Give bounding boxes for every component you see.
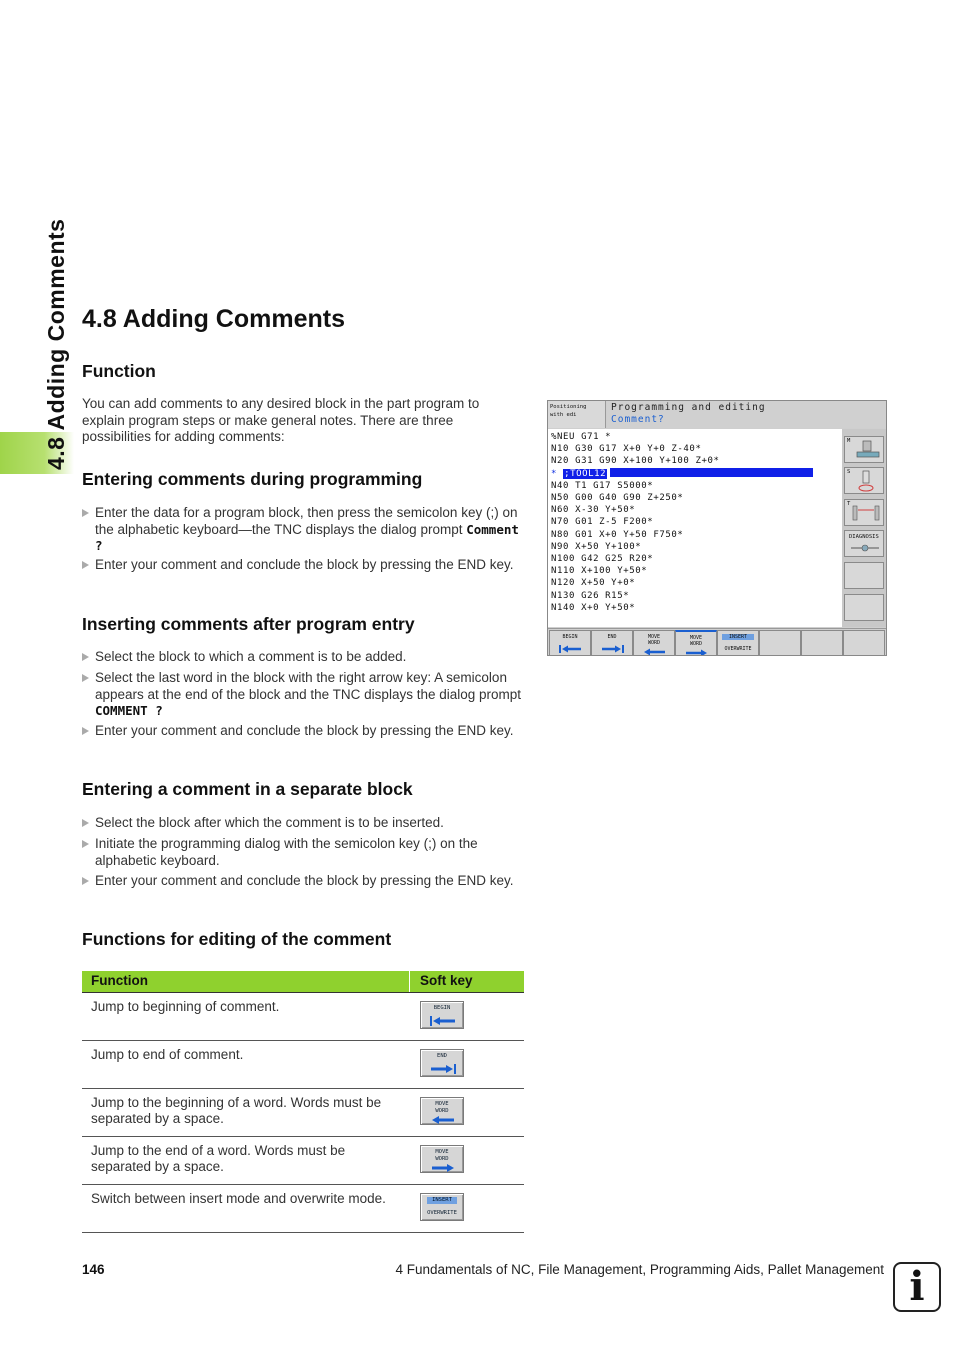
- spindle-icon: [845, 437, 885, 464]
- softkey-label-line2: OVERWRITE: [427, 1210, 457, 1216]
- bullet-arrow-icon: [82, 819, 89, 827]
- function-description: Switch between insert mode and overwrite mode.: [91, 1191, 386, 1206]
- softkey-label: INSERT: [427, 1197, 457, 1204]
- list-item: [82, 557, 522, 574]
- program-line: N10 G30 G17 X+0 Y+0 Z-40*: [551, 444, 702, 455]
- t-softkey: [844, 499, 884, 526]
- softkey-label-line2: WORD: [647, 640, 661, 646]
- end-softkey: [420, 1049, 464, 1077]
- chapter-footer: 4 Fundamentals of NC, File Management, Programming Aids, Pallet Management: [395, 1262, 884, 1277]
- program-line: N110 X+100 Y+50*: [551, 566, 648, 577]
- table-row: [82, 1137, 524, 1185]
- insert-overwrite-softkey: [420, 1193, 464, 1221]
- move-word-left-softkey: [420, 1097, 464, 1125]
- s-softkey: [844, 467, 884, 494]
- softkey-label: END: [607, 634, 617, 640]
- softkey-label-line2: WORD: [435, 1108, 449, 1114]
- tnc-screen-screenshot: [547, 400, 887, 656]
- bullet-arrow-icon: [82, 877, 89, 885]
- program-line: N140 X+0 Y+50*: [551, 602, 636, 613]
- list-item: [82, 670, 522, 720]
- bullet-text: Initiate the programming dialog with the semicolon key (;) on the alphabetic keyboard.: [95, 836, 478, 868]
- cursor-highlight-bar: [610, 468, 813, 477]
- arrow-left-icon: [429, 1115, 457, 1125]
- bullet-arrow-icon: [82, 509, 89, 517]
- column-header-softkey: Soft key: [420, 973, 473, 988]
- m-softkey: [844, 436, 884, 463]
- softkey-label: T: [847, 501, 851, 507]
- bullet-arrow-icon: [82, 561, 89, 569]
- function-description: Jump to the end of a word. Words must be separated by a space.: [91, 1143, 346, 1174]
- program-line: N130 G26 R15*: [551, 590, 630, 601]
- list-item: [82, 723, 522, 740]
- list-item: [82, 873, 522, 890]
- table-row: [82, 1041, 524, 1089]
- arrow-right-icon: [429, 1163, 457, 1173]
- bullet-arrow-icon: [82, 727, 89, 735]
- tool-icon: [845, 500, 885, 527]
- section-function-text: You can add comments to any desired block in the part program to explain program steps or make general notes. There are three possibilities for adding comments:: [82, 396, 480, 444]
- insert-overwrite-softkey: [717, 630, 759, 656]
- bullet-arrow-icon: [82, 840, 89, 848]
- program-line-current: [551, 468, 843, 480]
- softkey-label: MOVE: [435, 1149, 449, 1155]
- diagnosis-softkey: [844, 530, 884, 557]
- arrow-right-bar-icon: [429, 1064, 457, 1074]
- bullet-text: Select the last word in the block with the right arrow key: A semicolon appears at the end of the block and the TNC displays the dialog prompt: [95, 670, 522, 702]
- mode-line-1: Positioning: [550, 404, 587, 410]
- section-editing-title: Functions for editing of the comment: [82, 929, 392, 949]
- dialog-prompt-code: COMMENT ?: [95, 703, 163, 718]
- empty-softkey: [843, 630, 885, 656]
- table-row: [82, 1185, 524, 1233]
- info-icon: i: [893, 1262, 941, 1312]
- section-after-title: Inserting comments after program entry: [82, 614, 415, 634]
- arrow-right-icon: [685, 649, 709, 656]
- spindle-speed-icon: [845, 468, 885, 495]
- vertical-softkey-column: [842, 429, 886, 627]
- softkey-label: MOVE: [435, 1101, 449, 1107]
- softkey-label: BEGIN: [433, 1005, 451, 1011]
- softkey-label: INSERT: [722, 634, 754, 640]
- page-number: 146: [82, 1262, 105, 1277]
- bullet-text: Enter the data for a program block, then press the semicolon key (;) on the alphabetic keyboard—the TNC displays the dialog prompt: [95, 505, 518, 537]
- begin-softkey: [420, 1001, 464, 1029]
- move-word-left-softkey: [633, 630, 675, 656]
- arrow-right-bar-icon: [601, 645, 625, 653]
- bullet-text: Select the block after which the comment is to be inserted.: [95, 815, 444, 830]
- table-row: [82, 993, 524, 1041]
- function-description: Jump to the beginning of a word. Words must be separated by a space.: [91, 1095, 382, 1126]
- program-line: N90 X+50 Y+100*: [551, 541, 642, 552]
- softkey-label-line2: OVERWRITE: [724, 646, 752, 652]
- bullet-arrow-icon: [82, 653, 89, 661]
- arrow-left-icon: [643, 648, 667, 656]
- section-separate-title: Entering a comment in a separate block: [82, 779, 413, 799]
- program-line: N100 G42 G25 R20*: [551, 554, 654, 565]
- screen-header: [607, 401, 886, 428]
- screen-title: Programming and editing: [611, 402, 766, 413]
- program-line: N60 X-30 Y+50*: [551, 505, 636, 516]
- function-description: Jump to end of comment.: [91, 1047, 244, 1062]
- softkey-label: END: [437, 1053, 447, 1059]
- softkey-label-line2: WORD: [435, 1156, 449, 1162]
- list-item: [82, 836, 522, 869]
- header-divider: [409, 971, 410, 992]
- program-line: N80 G01 X+0 Y+50 F750*: [551, 529, 684, 540]
- mode-line-2: with edi: [550, 412, 577, 418]
- empty-softkey: [759, 630, 801, 656]
- program-listing: [548, 429, 843, 627]
- list-item: [82, 815, 522, 832]
- table-header: [82, 971, 524, 993]
- comment-cursor-text: ;TOOL12: [564, 468, 607, 479]
- softkey-label: S: [847, 469, 851, 475]
- end-softkey: [591, 630, 633, 656]
- section-during-title: Entering comments during programming: [82, 469, 423, 489]
- move-word-right-softkey: [420, 1145, 464, 1173]
- softkey-function-table: [82, 971, 524, 1233]
- softkey-label: M: [847, 438, 851, 444]
- softkey-label: MOVE: [647, 634, 661, 640]
- softkey-label: DIAGNOSIS: [849, 534, 879, 540]
- empty-softkey: [801, 630, 843, 656]
- begin-softkey: [549, 630, 591, 656]
- chapter-tab-label: 4.8 Adding Comments: [43, 218, 69, 470]
- arrow-left-bar-icon: [559, 645, 583, 653]
- program-line: N70 G01 Z-5 F200*: [551, 517, 654, 528]
- list-item: [82, 649, 522, 666]
- function-description: Jump to beginning of comment.: [91, 999, 280, 1014]
- program-line: N20 G31 G90 X+100 Y+100 Z+0*: [551, 456, 720, 467]
- program-line: %NEU G71 *: [551, 432, 612, 442]
- page-title: 4.8 Adding Comments: [82, 305, 345, 333]
- list-item: [82, 505, 522, 555]
- bullet-text: Enter your comment and conclude the block by pressing the END key.: [95, 723, 514, 738]
- section-function-title: Function: [82, 361, 156, 381]
- empty-softkey: [844, 562, 884, 589]
- softkey-label: BEGIN: [562, 634, 578, 640]
- comment-marker: *: [551, 468, 558, 479]
- bullet-text: Enter your comment and conclude the block by pressing the END key.: [95, 873, 514, 888]
- program-line: N50 G00 G40 G90 Z+250*: [551, 493, 684, 504]
- softkey-label-line2: WORD: [689, 641, 703, 647]
- program-line: N40 T1 G17 S5000*: [551, 480, 654, 491]
- dialog-prompt-code: Comment ?: [95, 521, 519, 553]
- bullet-text: Select the block to which a comment is to be added.: [95, 649, 407, 664]
- bullet-arrow-icon: [82, 674, 89, 682]
- operating-mode-box: [548, 401, 606, 428]
- bullet-text: Enter your comment and conclude the block by pressing the END key.: [95, 557, 514, 572]
- program-line: N120 X+50 Y+0*: [551, 578, 636, 589]
- column-header-function: Function: [91, 973, 148, 988]
- softkey-label: MOVE: [689, 635, 703, 641]
- move-word-right-softkey: [675, 630, 717, 656]
- dialog-prompt: Comment?: [611, 414, 665, 425]
- table-row: [82, 1089, 524, 1137]
- empty-softkey: [844, 594, 884, 621]
- arrow-left-bar-icon: [429, 1016, 457, 1026]
- horizontal-softkey-row: [548, 628, 886, 656]
